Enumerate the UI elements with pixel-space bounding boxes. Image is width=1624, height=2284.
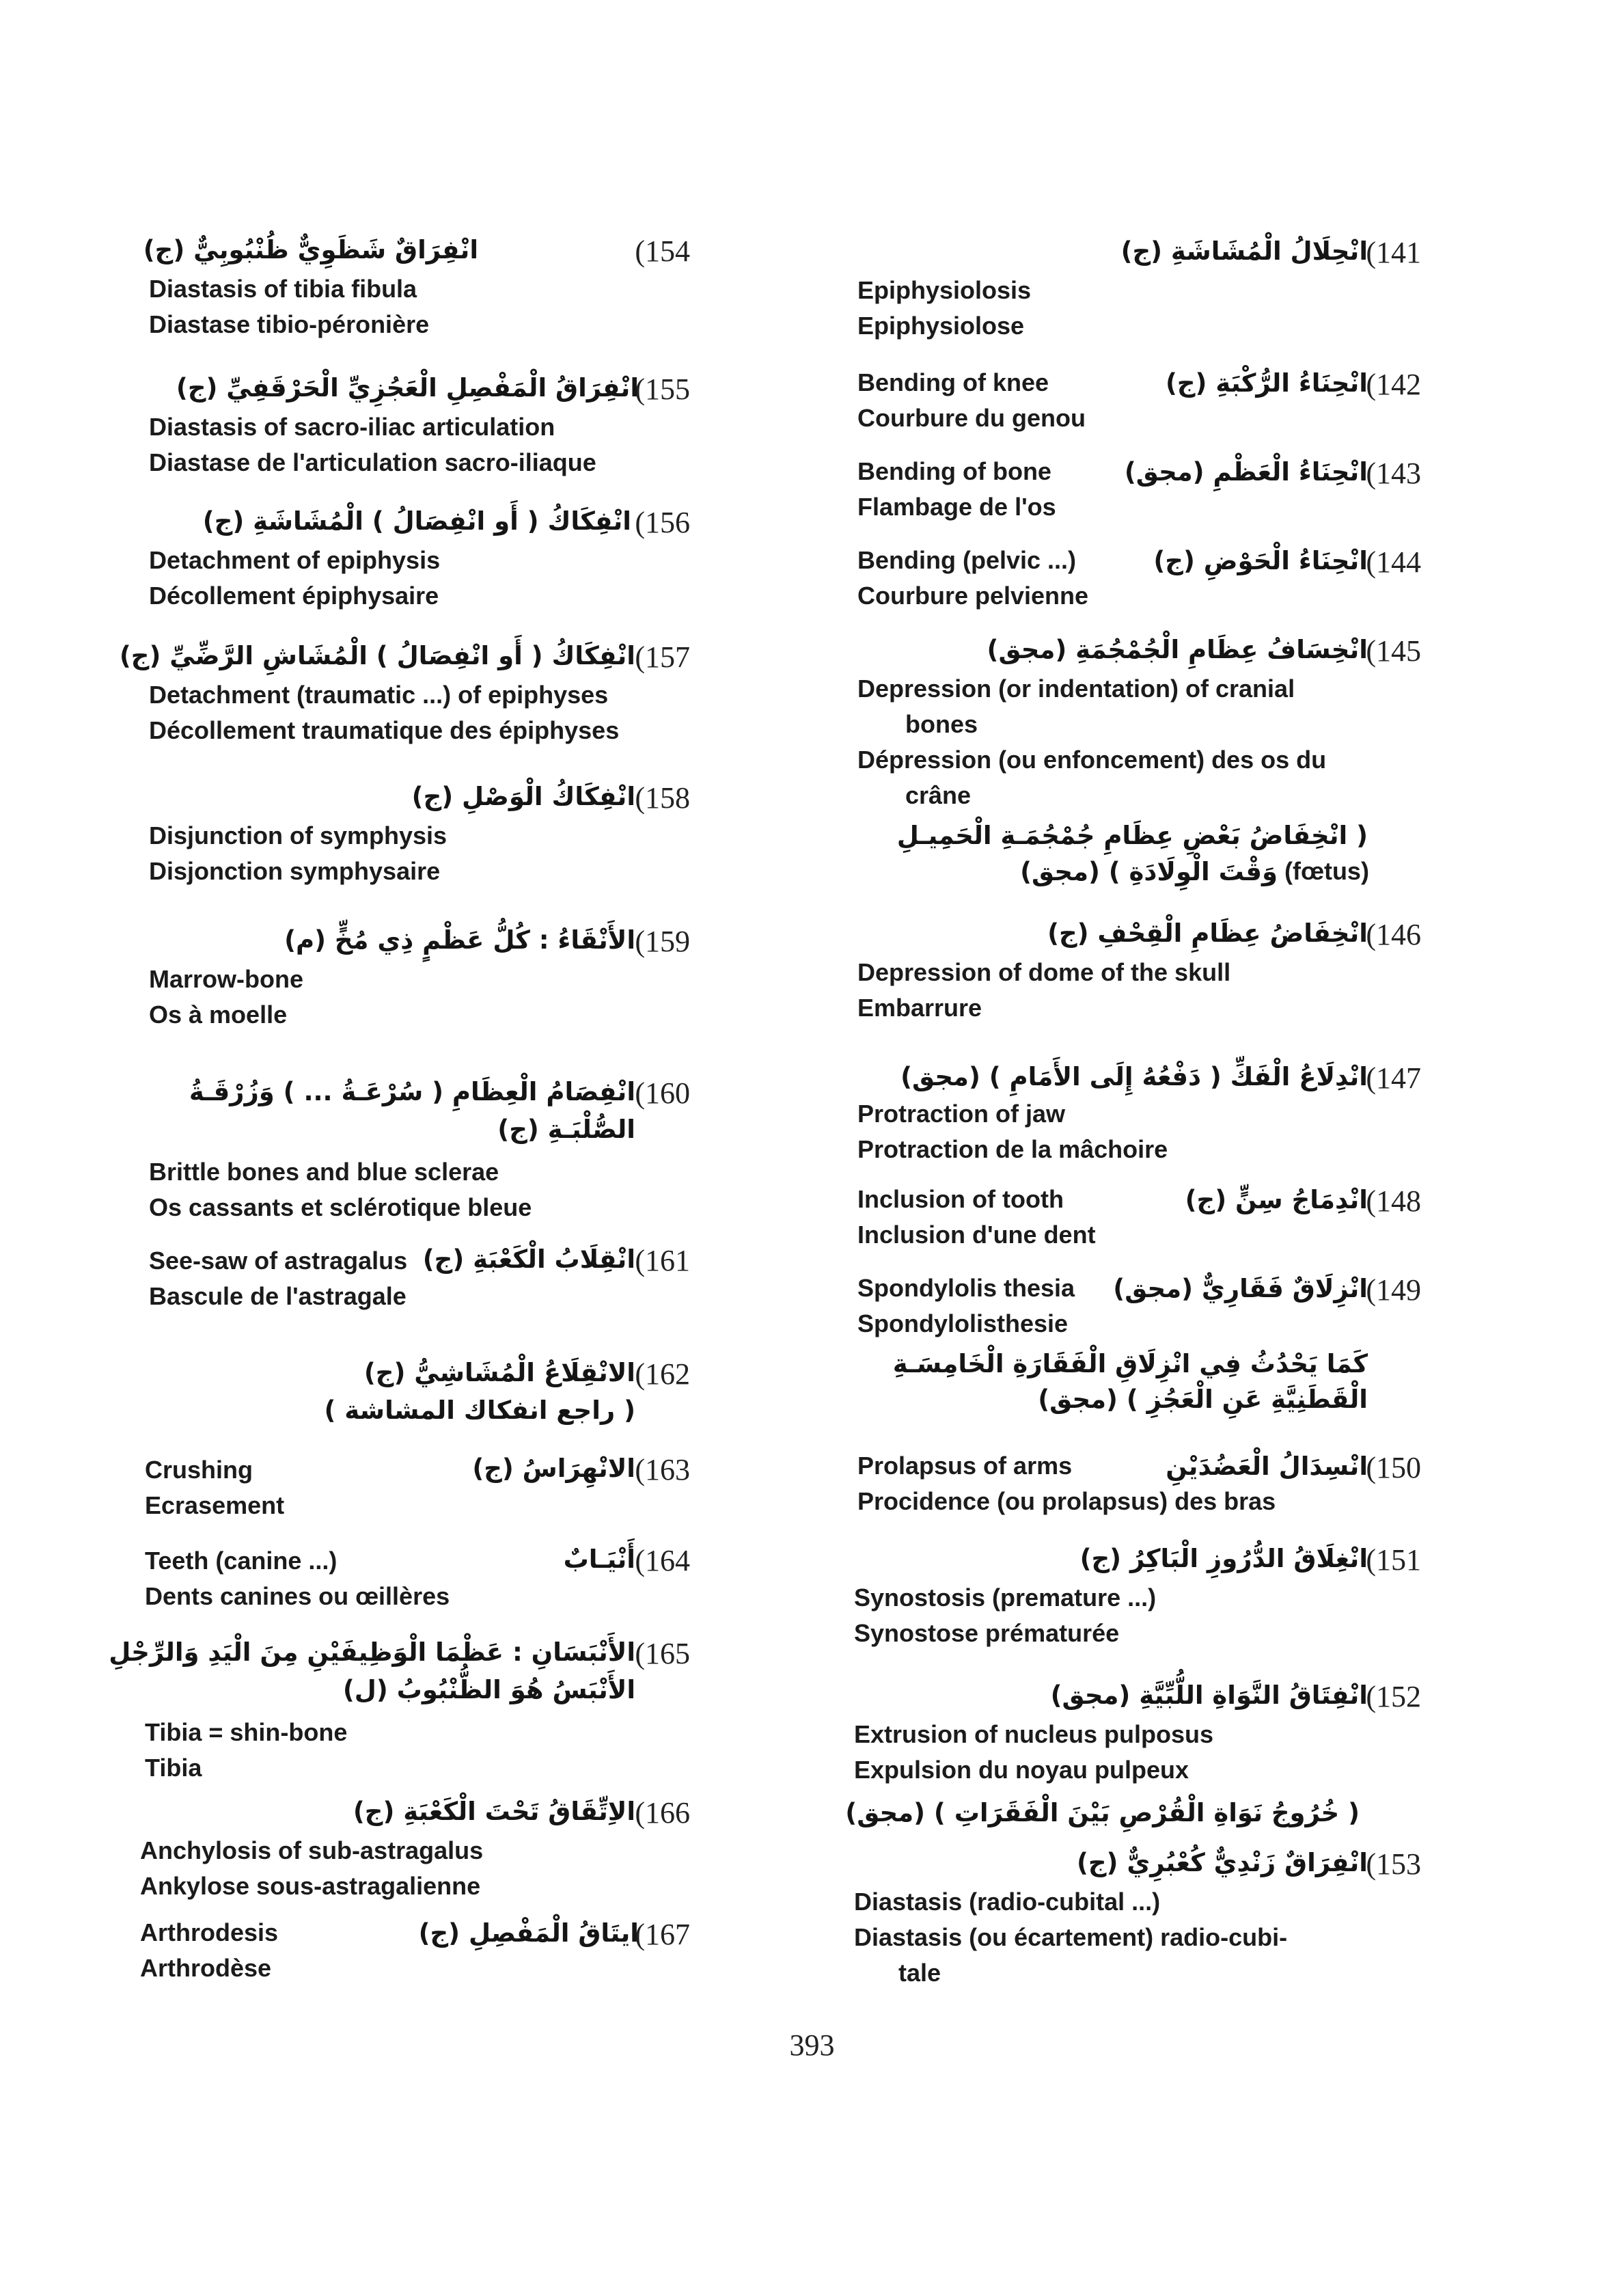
english-term: Bending of bone bbox=[857, 457, 1051, 485]
arabic-term: انْغِلَاقُ الدُّرُوزِ الْبَاكِرُ (ج) bbox=[1079, 1544, 1368, 1573]
french-term: Synostose prématurée bbox=[854, 1619, 1120, 1647]
arabic-term: انْخِفَاضُ عِظَامِ الْقِحْفِ (ج) bbox=[1047, 919, 1368, 948]
arabic-term: الاِتِّقَاقُ تَحْتَ الْكَعْبَةِ (ج) bbox=[353, 1797, 635, 1826]
english-term: Diastasis of tibia fibula bbox=[149, 275, 417, 303]
arabic-term: الانْقِلَاعُ الْمُشَاشِيُّ (ج) bbox=[363, 1358, 635, 1387]
french-term: Courbure pelvienne bbox=[857, 582, 1089, 610]
french-term: Décollement épiphysaire bbox=[149, 582, 439, 610]
entry-number: (146 bbox=[1366, 918, 1421, 951]
arabic-term: ( انْخِفَاضُ بَعْضِ عِظَامِ جُمْجُمَـةِ الْحَمِيـلِ bbox=[896, 821, 1368, 850]
entry-number: (143 bbox=[1366, 457, 1421, 490]
french-term: (fœtus) bbox=[1284, 857, 1369, 885]
english-term: Crushing bbox=[145, 1456, 253, 1484]
entry-number: (162 bbox=[635, 1357, 690, 1391]
english-term: Protraction of jaw bbox=[857, 1100, 1066, 1128]
english-term: Diastasis of sacro-iliac articulation bbox=[149, 413, 555, 441]
english-term: Brittle bones and blue sclerae bbox=[149, 1158, 499, 1186]
entry-number: (157 bbox=[635, 640, 690, 674]
entry-number: (163 bbox=[635, 1453, 690, 1486]
arabic-term: انْفِكَاكُ الْوَصْلِ (ج) bbox=[411, 782, 635, 811]
english-term: Disjunction of symphysis bbox=[149, 821, 448, 849]
french-term: Courbure du genou bbox=[857, 404, 1086, 432]
french-term: Dépression (ou enfoncement) des os du bbox=[857, 746, 1327, 774]
entry-number: (165 bbox=[635, 1637, 690, 1670]
english-term: Arthrodesis bbox=[140, 1918, 279, 1946]
arabic-term: انْفِكَاكُ ( أَو انْفِصَالُ ) الْمُشَاشِ الرَّضِّيِّ (ج) bbox=[119, 641, 635, 670]
arabic-term: الأَنْبَسَانِ : عَظْمَا الْوَظِيفَيْنِ مِنَ الْيَدِ وَالرِّجْلِ bbox=[109, 1637, 635, 1667]
english-term: Extrusion of nucleus pulposus bbox=[854, 1720, 1214, 1748]
arabic-term: انْسِدَالُ الْعَضُدَيْنِ bbox=[1166, 1452, 1368, 1481]
entry-number: (142 bbox=[1366, 368, 1421, 401]
english-term: See-saw of astragalus bbox=[149, 1247, 408, 1275]
english-term: Spondylolis thesia bbox=[857, 1274, 1075, 1302]
english-term: Bending (pelvic ...) bbox=[857, 546, 1077, 574]
english-term: Epiphysiolosis bbox=[857, 276, 1032, 304]
arabic-term: أَنْيَـابٌ bbox=[563, 1545, 635, 1574]
french-term: Flambage de l'os bbox=[857, 493, 1056, 521]
entry-number: (147 bbox=[1366, 1061, 1421, 1095]
arabic-term: انْحِنَاءُ الْحَوْضِ (ج) bbox=[1153, 546, 1368, 575]
arabic-term: الْقَطَنِيَّةِ عَنِ الْعَجُزِ ) (مجق) bbox=[1038, 1385, 1368, 1414]
french-term: Embarrure bbox=[857, 994, 982, 1022]
english-term: Teeth (canine ...) bbox=[145, 1547, 338, 1575]
entry-number: (141 bbox=[1366, 236, 1421, 269]
french-term: Epiphysiolose bbox=[857, 312, 1025, 340]
french-term: tale bbox=[898, 1959, 941, 1987]
arabic-term: الصُّلْبَـةِ (ج) bbox=[497, 1115, 635, 1144]
entry-number: (151 bbox=[1366, 1543, 1421, 1577]
entry-number: (159 bbox=[635, 925, 690, 958]
french-term: Procidence (ou prolapsus) des bras bbox=[857, 1487, 1276, 1515]
page-number: 393 bbox=[789, 2028, 835, 2062]
entry-number: (167 bbox=[635, 1918, 690, 1951]
entry-number: (149 bbox=[1366, 1273, 1421, 1307]
french-term: Diastase de l'articulation sacro-iliaque bbox=[149, 448, 596, 476]
arabic-term: وَقْتَ الْوِلَادَةِ ) (مجق) bbox=[1020, 857, 1278, 886]
arabic-term: ( راجع انفكاك المشاشة ) bbox=[324, 1396, 635, 1425]
english-term: Depression of dome of the skull bbox=[857, 958, 1231, 986]
arabic-term: ( خُرُوجُ نَوَاةِ الْقُرْصِ بَيْنَ الْفَقَرَاتِ ) (مجق) bbox=[845, 1798, 1360, 1827]
arabic-term: انْخِسَافُ عِظَامِ الْجُمْجُمَةِ (مجق) bbox=[987, 635, 1368, 664]
english-term: Inclusion of tooth bbox=[857, 1185, 1064, 1213]
entry-number: (144 bbox=[1366, 545, 1421, 579]
french-term: Diastase tibio-péronière bbox=[149, 310, 430, 338]
entry-number: (160 bbox=[635, 1076, 690, 1110]
arabic-term: انْفِتَاقُ النَّوَاةِ اللُّبِّيَّةِ (مجق) bbox=[1050, 1681, 1368, 1710]
french-term: Spondylolisthesie bbox=[857, 1309, 1069, 1337]
entry-number: (153 bbox=[1366, 1847, 1421, 1881]
entry-number: (164 bbox=[635, 1544, 690, 1577]
arabic-term: انْفِرَاقٌ زَنْدِيٌّ كُعْبُرِيٌّ (ج) bbox=[1076, 1848, 1368, 1877]
french-term: Ecrasement bbox=[145, 1491, 285, 1519]
entry-number: (158 bbox=[635, 781, 690, 815]
right-column bbox=[731, 0, 1462, 2284]
arabic-term: انْزِلَاقٌ فَقَارِيٌّ (مجق) bbox=[1113, 1274, 1368, 1303]
entry-number: (150 bbox=[1366, 1451, 1421, 1484]
arabic-term: كَمَا يَحْدُثُ فِي انْزِلَاقِ الْفَقَارَةِ الْخَامِسَـةِ bbox=[892, 1349, 1368, 1378]
left-column bbox=[0, 0, 731, 2284]
french-term: crâne bbox=[905, 781, 972, 809]
arabic-term: انْقِلَابُ الْكَعْبَةِ (ج) bbox=[422, 1245, 635, 1274]
french-term: Os à moelle bbox=[149, 1001, 288, 1029]
entry-number: (152 bbox=[1366, 1680, 1421, 1713]
english-term: Bending of knee bbox=[857, 368, 1049, 396]
french-term: Disjonction symphysaire bbox=[149, 857, 441, 885]
english-term: Synostosis (premature ...) bbox=[854, 1583, 1157, 1612]
entry-number: (156 bbox=[635, 506, 690, 539]
arabic-term: انْفِرَاقٌ شَظَوِيٌّ ظُنْبُوبِيٌّ (ج) bbox=[143, 235, 478, 264]
french-term: Décollement traumatique des épiphyses bbox=[149, 716, 620, 744]
french-term: Ankylose sous-astragalienne bbox=[140, 1872, 481, 1900]
english-term: Anchylosis of sub-astragalus bbox=[140, 1836, 484, 1864]
arabic-term: انْحِنَاءُ الْعَظْمِ (مجق) bbox=[1124, 457, 1368, 487]
arabic-term: انْفِكَاكُ ( أَو انْفِصَالُ ) الْمُشَاشَةِ (ج) bbox=[202, 506, 631, 536]
entry-number: (145 bbox=[1366, 634, 1421, 668]
english-term: Diastasis (radio-cubital ...) bbox=[854, 1888, 1161, 1916]
french-term: bones bbox=[905, 710, 978, 738]
arabic-term: انْدِلَاعُ الْفَكِّ ( دَفْعُهُ إِلَى الأَمَامِ ) (مجق) bbox=[900, 1062, 1368, 1091]
english-term: Marrow-bone bbox=[149, 965, 304, 993]
english-term: Detachment (traumatic ...) of epiphyses bbox=[149, 681, 609, 709]
arabic-term: انْحِلَالُ الْمُشَاشَةِ (ج) bbox=[1120, 236, 1368, 266]
entry-number: (161 bbox=[635, 1244, 690, 1277]
french-term: Dents canines ou œillères bbox=[145, 1582, 450, 1610]
english-term: Tibia = shin-bone bbox=[145, 1718, 348, 1746]
french-term: Expulsion du noyau pulpeux bbox=[854, 1756, 1189, 1784]
entry-number: (154 bbox=[635, 234, 690, 268]
arabic-term: الأَنْبَسُ هُوَ الظُّنْبُوبُ (ل) bbox=[342, 1675, 635, 1704]
french-term: Protraction de la mâchoire bbox=[857, 1135, 1168, 1163]
arabic-term: انْفِصَامُ الْعِظَامِ ( سُرْعَـةُ ... ) وَزُرْقَـةُ bbox=[189, 1077, 635, 1106]
french-term: Inclusion d'une dent bbox=[857, 1221, 1096, 1249]
arabic-term: الأَنْقَاءُ : كُلُّ عَظْمٍ ذِي مُخٍّ (م) bbox=[284, 925, 635, 955]
arabic-term: الانْهِرَاسُ (ج) bbox=[472, 1454, 635, 1483]
entry-number: (148 bbox=[1366, 1184, 1421, 1218]
arabic-term: انْدِمَاجُ سِنٍّ (ج) bbox=[1185, 1185, 1368, 1214]
french-term: Os cassants et sclérotique bleue bbox=[149, 1193, 532, 1221]
entry-number: (166 bbox=[635, 1796, 690, 1830]
arabic-term: ايتَاقُ الْمَفْصِلِ (ج) bbox=[418, 1918, 639, 1948]
english-term: Detachment of epiphysis bbox=[149, 546, 441, 574]
arabic-term: انْحِنَاءُ الرُّكْبَةِ (ج) bbox=[1165, 368, 1368, 398]
entry-number: (155 bbox=[635, 372, 690, 406]
french-term: Bascule de l'astragale bbox=[149, 1282, 407, 1310]
english-term: Prolapsus of arms bbox=[857, 1452, 1073, 1480]
arabic-term: انْفِرَاقُ الْمَفْصِلِ الْعَجُزِيِّ الْحَرْقَفِيِّ (ج) bbox=[176, 373, 639, 403]
french-term: Diastasis (ou écartement) radio-cubi- bbox=[854, 1923, 1288, 1951]
french-term: Arthrodèse bbox=[140, 1954, 272, 1982]
french-term: Tibia bbox=[145, 1754, 202, 1782]
english-term: Depression (or indentation) of cranial bbox=[857, 675, 1295, 703]
